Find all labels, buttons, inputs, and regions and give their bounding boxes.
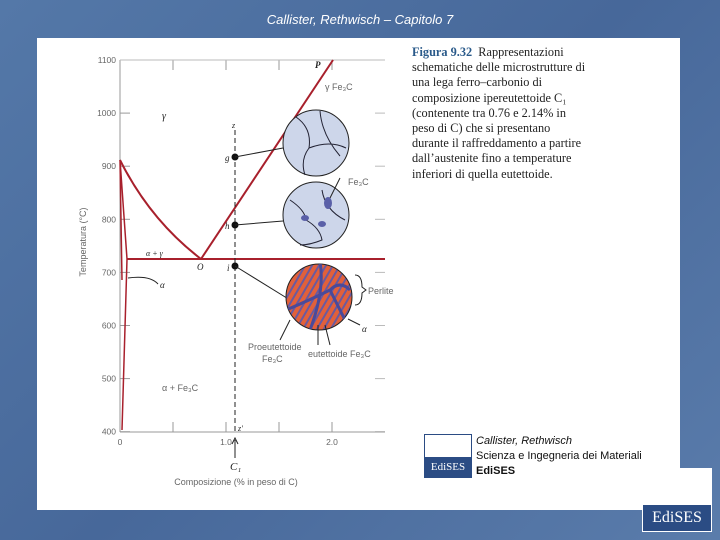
- x-axis-label: Composizione (% in peso di C): [174, 477, 298, 487]
- publisher-book: Scienza e Ingegneria dei Materiali: [476, 450, 642, 462]
- label-gamma-fe3c: γ Fe₃C: [325, 82, 353, 92]
- x-tick-label: 2.0: [326, 437, 338, 447]
- y-tick-label: 600: [101, 320, 116, 331]
- publisher-name: EdiSES: [476, 465, 516, 477]
- austenite-microstructure: [283, 110, 349, 176]
- label-alpha-pearlite: α: [362, 324, 367, 334]
- pearlite-microstructure: [286, 262, 352, 330]
- label-g: g: [225, 153, 230, 163]
- y-tick-label: 1000: [97, 108, 116, 119]
- publisher-logo: [424, 434, 472, 478]
- label-i: i: [227, 263, 230, 273]
- label-fe3c: Fe₃C: [348, 177, 369, 187]
- label-alpha-fe3c: α + Fe₃C: [162, 383, 199, 393]
- caption-text: Rappresentazioni schematiche delle microstrutture di una lega ferro–carbonio di composizione ipereutettoide C₁ (contenente tra 0.76 e 2.14% in peso di C) che si presentano durante il raffreddamento a partire dall’austenite fino a temperature inferiori di quella eutettoide.: [412, 45, 586, 181]
- y-tick-label: 900: [101, 161, 116, 172]
- x-tick-label: 1.0: [220, 437, 232, 447]
- label-alpha: α: [160, 280, 165, 290]
- corner-logo-text: EdiSES: [643, 505, 711, 531]
- gamma-alpha-boundary: [120, 160, 201, 259]
- label-alpha-gamma: α + γ: [146, 249, 163, 258]
- alpha-solvus: [120, 160, 127, 430]
- slide-title: Callister, Rethwisch – Capitolo 7: [266, 12, 454, 27]
- x-tick-label: 0: [117, 437, 123, 447]
- publisher-authors: Callister, Rethwisch: [476, 435, 572, 447]
- label-z-prime: z′: [238, 424, 243, 433]
- label-p: P: [315, 60, 321, 70]
- logo-text: EdiSES: [425, 457, 471, 477]
- label-gamma: γ: [162, 111, 166, 122]
- label-h: h: [225, 221, 230, 231]
- figure-number: Figura 9.32: [412, 45, 473, 59]
- label-proeutettoide: Proeutettoide: [248, 342, 302, 352]
- label-o: O: [197, 262, 204, 272]
- label-z: z: [232, 121, 236, 130]
- y-tick-label: 400: [101, 426, 116, 437]
- y-tick-label: 500: [101, 373, 116, 384]
- publisher-info: [476, 434, 642, 479]
- edises-corner-logo: [642, 468, 712, 532]
- austenite-fe3c-microstructure: [283, 182, 349, 248]
- label-c1: C₁: [230, 461, 242, 473]
- figure-caption: [412, 45, 587, 182]
- label-proeutettoide-fe3c: Fe₃C: [262, 354, 283, 364]
- y-axis-label: Temperatura (°C): [78, 207, 88, 277]
- y-tick-label: 700: [101, 267, 116, 278]
- y-tick-label: 800: [101, 214, 116, 225]
- label-perlite: Perlite: [368, 286, 394, 296]
- y-tick-label: 1100: [97, 55, 116, 65]
- label-eutettoide: eutettoide Fe₃C: [308, 349, 371, 359]
